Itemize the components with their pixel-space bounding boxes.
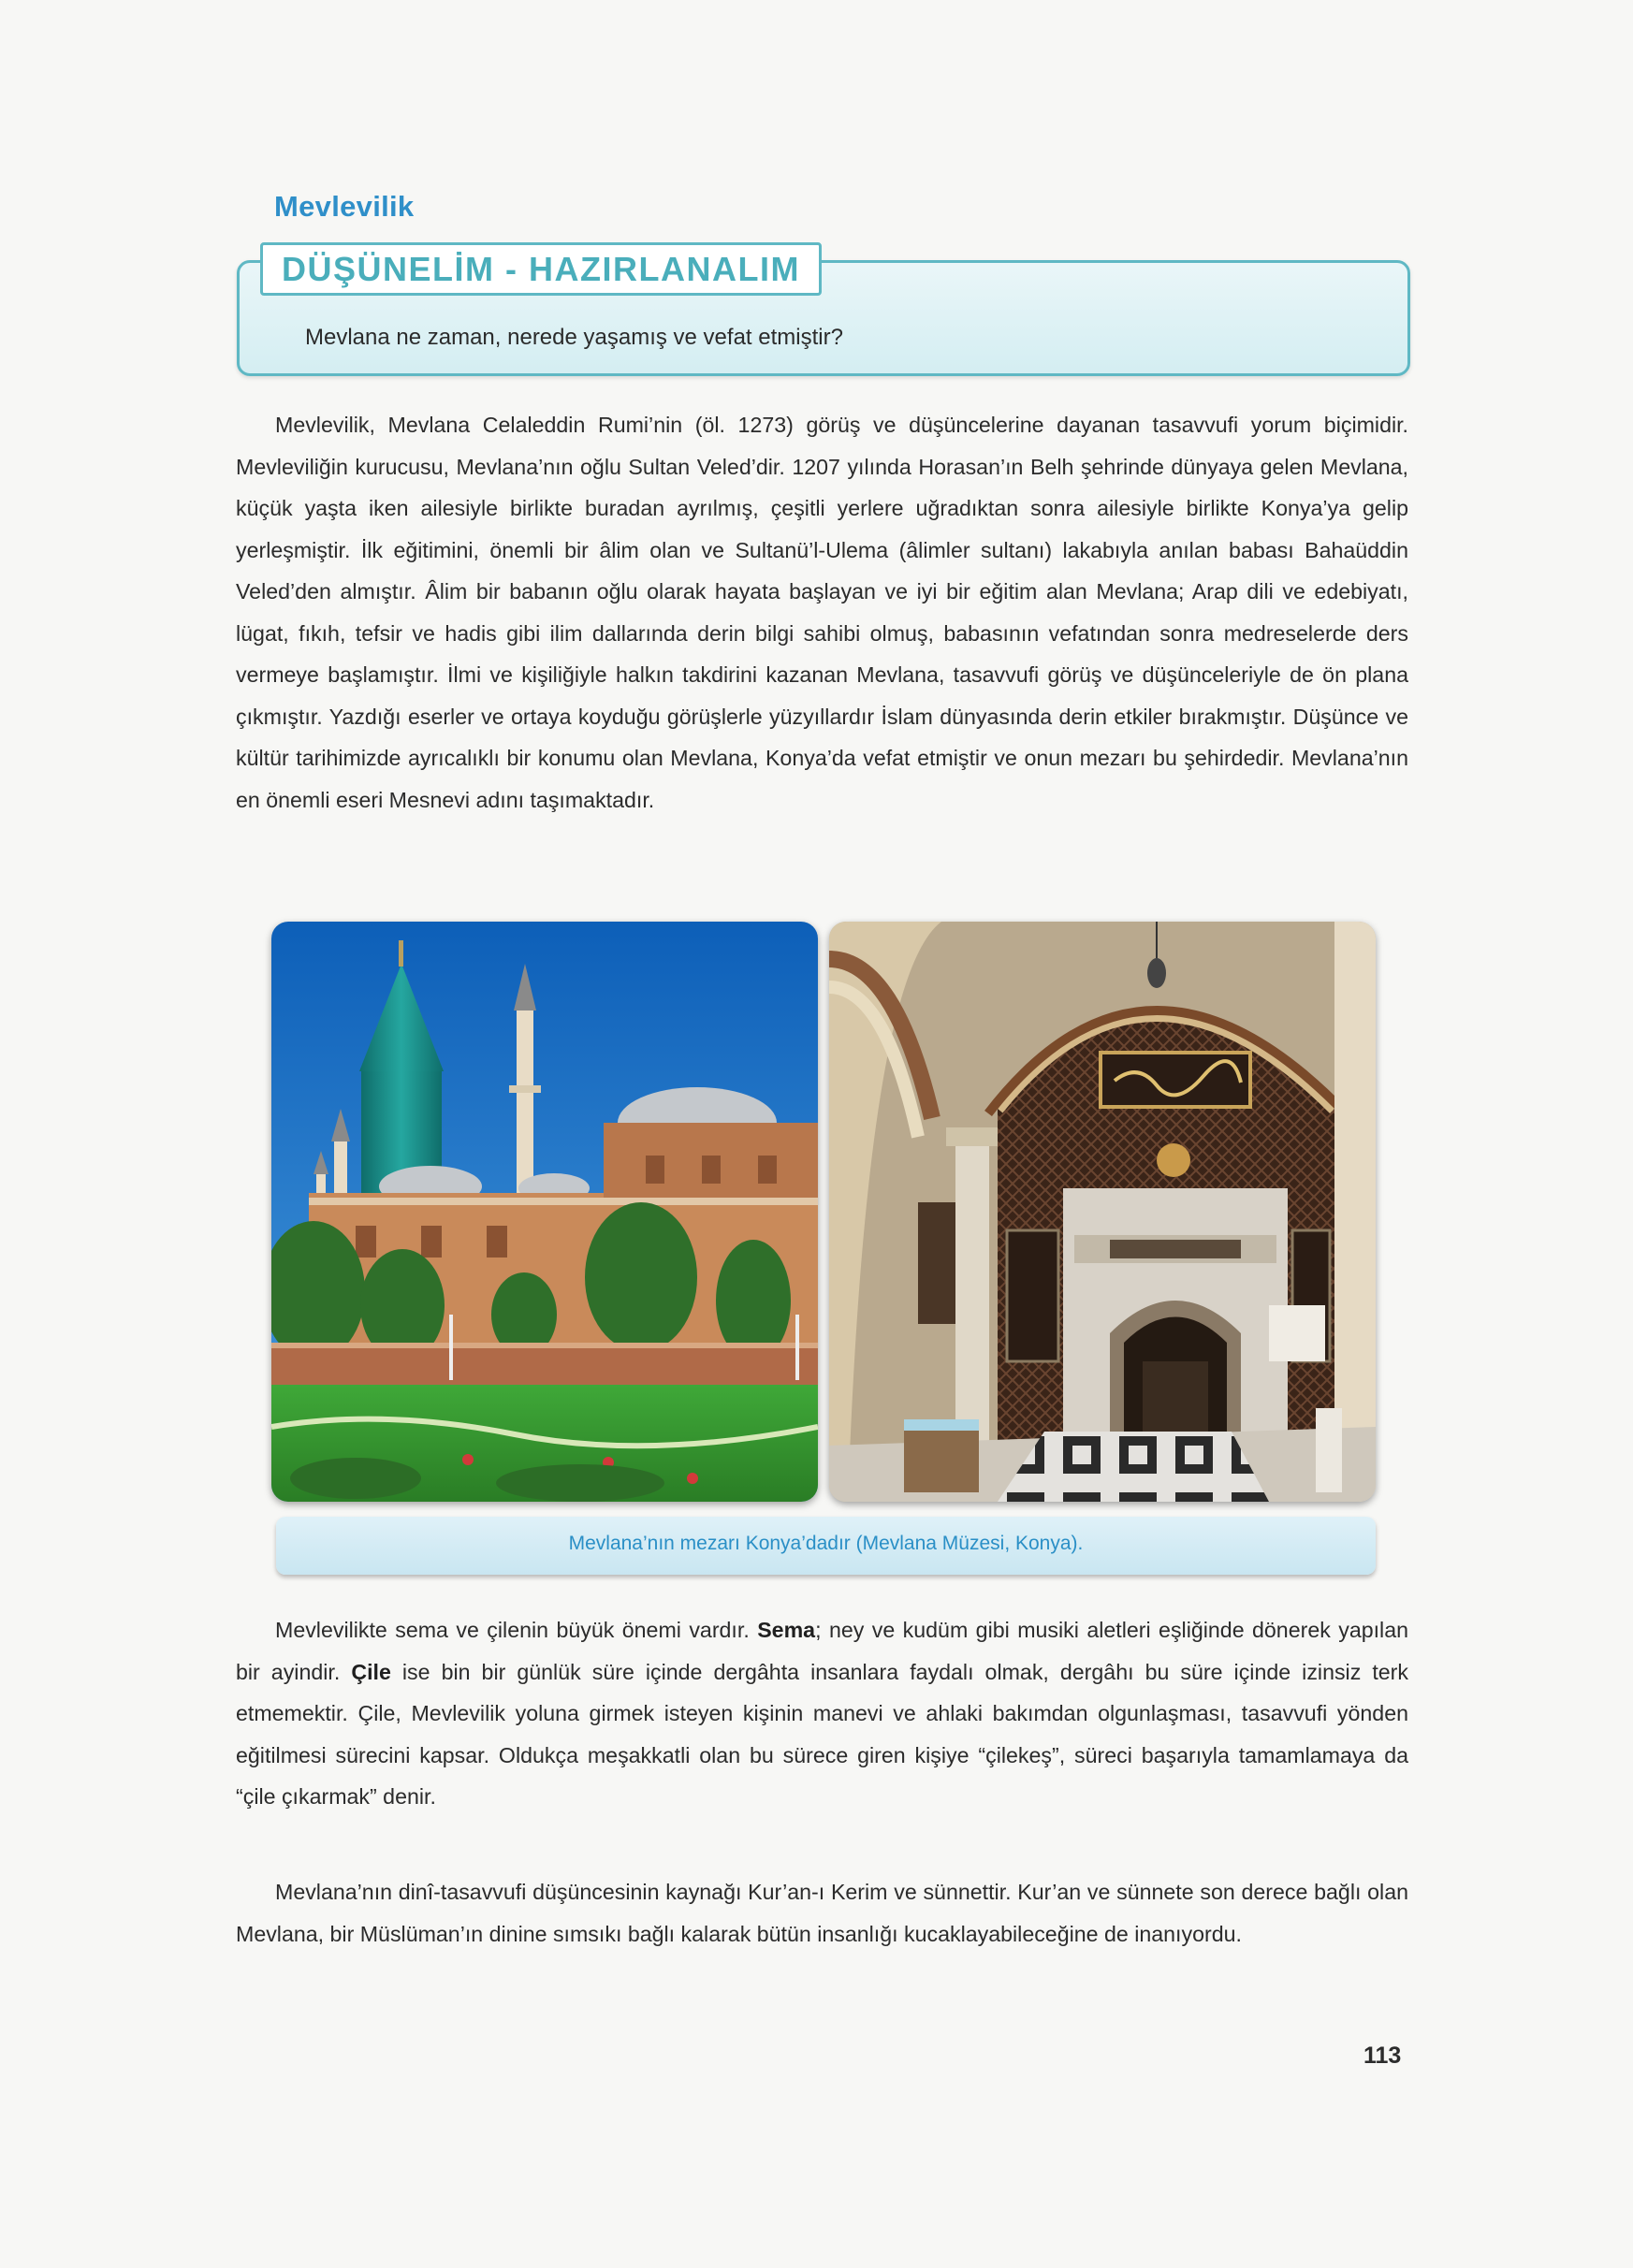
tomb-entrance-photo (829, 922, 1376, 1502)
museum-exterior-photo (271, 922, 818, 1502)
sema-definition: ; ney ve kudüm gibi musiki aletleri eşliğinde dönerek yapılan bir ayindir. (236, 1618, 1408, 1684)
photo-caption: Mevlana’nın mezarı Konya’dadır (Mevlana Müzesi, Konya). (568, 1533, 1084, 1554)
paragraph-sources (236, 1871, 1408, 1955)
paragraph-intro (236, 404, 1408, 821)
section-title: Mevlevilik (274, 190, 415, 223)
page-number: 113 (1363, 2043, 1402, 2069)
term-sema: Sema (757, 1618, 816, 1642)
paragraph-sources-text: Mevlana’nın dinî-tasavvufi düşüncesinin kaynağı Kur’an-ı Kerim ve sünnettir. Kur’an ve sünnete son derece bağlı olan Mevlana, bir Müslüman’ın dinine sımsıkı bağlı kalarak bütün insanlığı kucaklayabileceğine de inanıyordu. (236, 1880, 1408, 1946)
paragraph-sema-cile (236, 1609, 1408, 1818)
think-prepare-tab: DÜŞÜNELİM - HAZIRLANALIM (260, 242, 822, 296)
think-prepare-question: Mevlana ne zaman, nerede yaşamış ve vefat etmiştir? (305, 325, 843, 350)
term-cile: Çile (351, 1659, 391, 1684)
paragraph-sema-cile-intro: Mevlevilikte sema ve çilenin büyük önemi vardır. (275, 1618, 750, 1642)
paragraph-intro-text: Mevlevilik, Mevlana Celaleddin Rumi’nin (öl. 1273) görüş ve düşüncelerine dayanan tasavvufi yorum biçimidir. Mevleviliğin kurucusu, Mevlana’nın oğlu Sultan Veled’dir. 1207 yılında Horasan’ın Belh şehrinde dünyaya gelen Mevlana, küçük yaşta iken ailesiyle birlikte buradan ayrılmış, çeşitli yerlere uğradıktan sonra ailesiyle birlikte Konya’ya gelip yerleşmiştir. İlk eğitimini, önemli bir âlim olan ve Sultanü’l-Ulema (âlimler sultanı) lakabıyla anılan babası Bahaüddin Veled’den almıştır. Âlim bir babanın oğlu olarak hayata başlayan ve iyi bir eğitim alan Mevlana; Arap dili ve edebiyatı, lügat, fıkıh, tefsir ve hadis gibi ilim dallarında derin bilgi sahibi olmuş, babasının vefatından sonra medreselerde ders vermeye başlamıştır. İlmi ve kişiliğiyle halkın takdirini kazanan Mevlana, tasavvufi görüş ve düşünceleriyle de ön plana çıkmıştır. Yazdığı eserler ve ortaya koyduğu görüşlerle yüzyıllardır İslam dünyasında derin etkiler bırakmıştır. Düşünce ve kültür tarihimizde ayrıcalıklı bir konumu olan Mevlana, Konya’da vefat etmiştir ve onun mezarı bu şehirdedir. Mevlana’nın en önemli eseri Mesnevi adını taşımaktadır. (236, 413, 1408, 812)
photo-caption-box (276, 1517, 1376, 1575)
cile-definition: ise bin bir günlük süre içinde dergâhta insanlara faydalı olmak, dergâhı bu süre içinde izinsiz terk etmemektir. Çile, Mevlevilik yoluna girmek isteyen kişinin manevi ve ahlaki bakımdan olgunlaşması, tasavvufi yönden eğitilmesi sürecini kapsar. Oldukça meşakkatli olan bu sürece giren kişiye “çilekeş”, süreci başarıyla tamamlamaya da “çile çıkarmak” denir. (236, 1659, 1408, 1809)
photo-pair (271, 922, 1376, 1506)
tomb-entrance-illustration (829, 922, 1376, 1502)
think-prepare-box (237, 250, 1410, 376)
museum-exterior-illustration (271, 922, 818, 1502)
